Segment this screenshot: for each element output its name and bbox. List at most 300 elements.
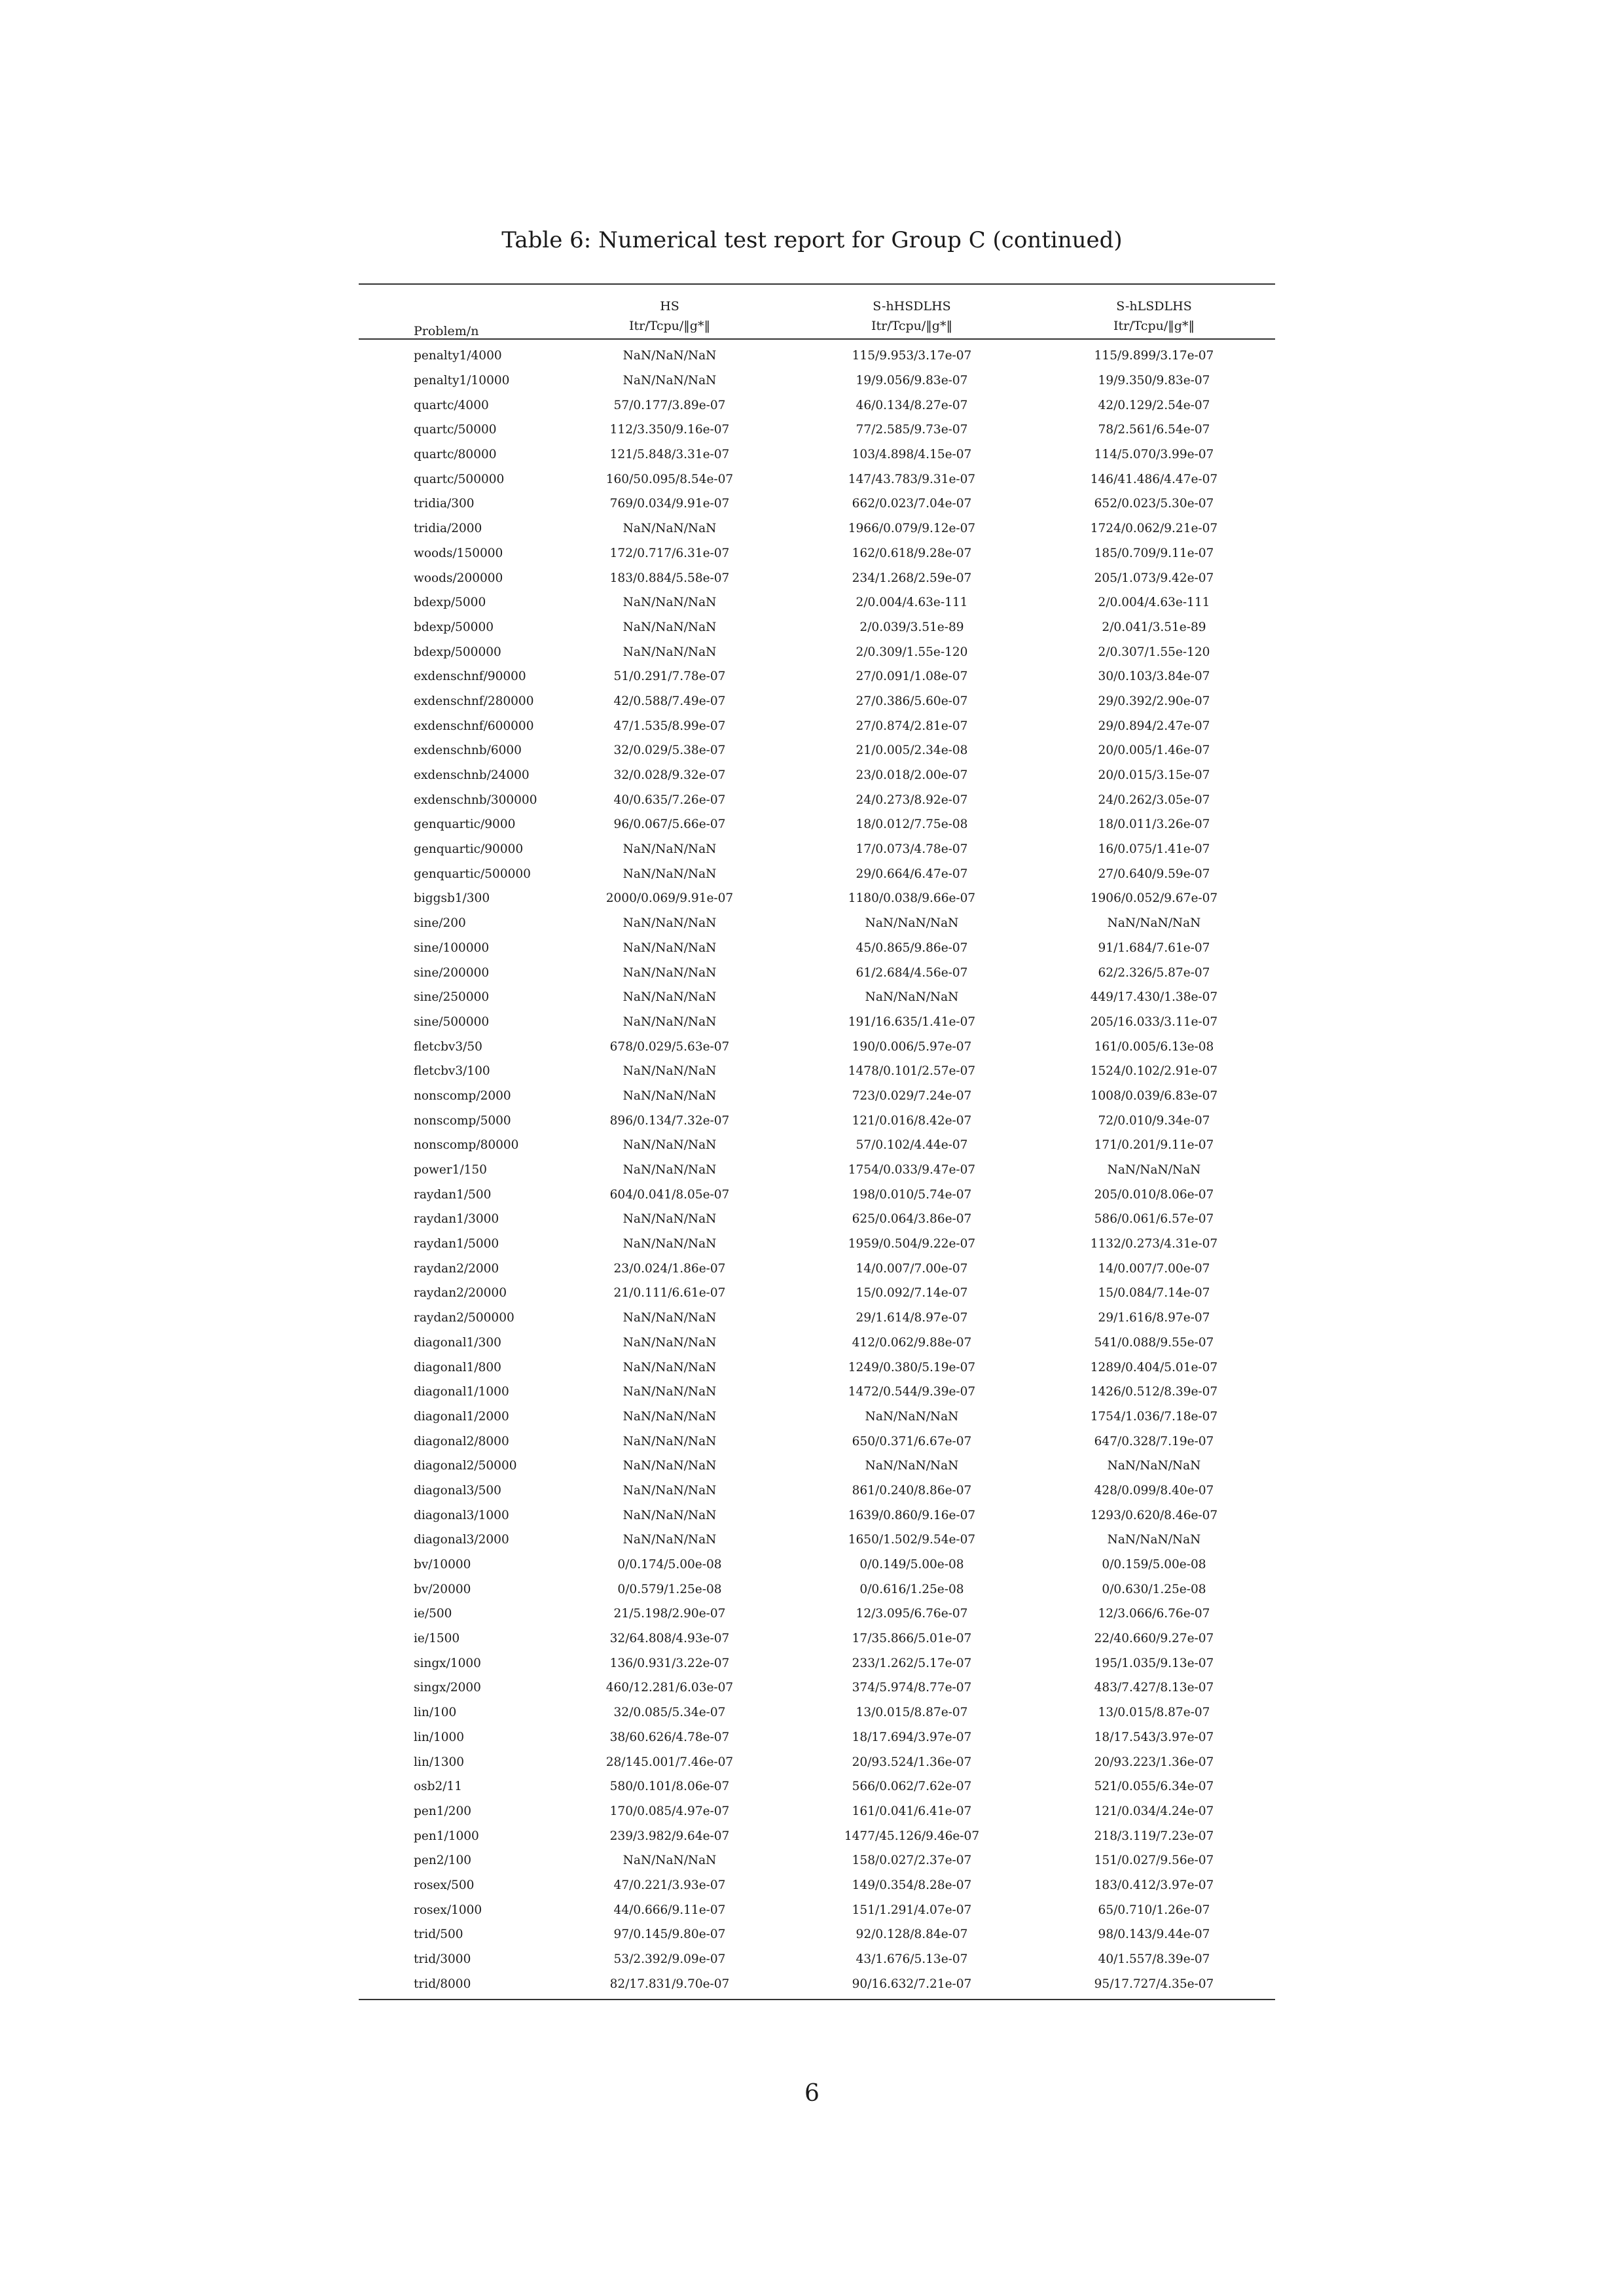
s-hlsdlhs-result-cell: 1906/0.052/9.67e-07	[1090, 891, 1218, 906]
table-row	[359, 1429, 1275, 1454]
problem-cell: penalty1/10000	[414, 374, 510, 388]
hs-result-cell: 28/145.001/7.46e-07	[605, 1755, 734, 1769]
s-hhsdlhs-result-cell: 17/35.866/5.01e-07	[852, 1632, 972, 1646]
hs-result-cell: NaN/NaN/NaN	[623, 1237, 717, 1251]
problem-cell: nonscomp/80000	[414, 1138, 519, 1153]
problem-cell: diagonal2/50000	[414, 1459, 517, 1473]
s-hhsdlhs-result-cell: NaN/NaN/NaN	[865, 916, 959, 931]
problem-cell: raydan1/500	[414, 1187, 492, 1202]
problem-cell: singx/1000	[414, 1656, 481, 1670]
s-hlsdlhs-result-cell: 449/17.430/1.38e-07	[1090, 990, 1218, 1005]
hs-result-cell: 40/0.635/7.26e-07	[613, 793, 726, 807]
metric-header-hs: Itr/Tcpu/‖g*‖	[549, 314, 791, 339]
table-row	[359, 1281, 1275, 1306]
problem-cell: diagonal3/500	[414, 1483, 501, 1498]
problem-cell: trid/500	[414, 1928, 463, 1942]
table-row	[359, 1084, 1275, 1109]
problem-cell: ie/500	[414, 1607, 452, 1621]
table-row	[359, 1108, 1275, 1133]
table-row	[359, 763, 1275, 788]
hs-result-cell: 47/0.221/3.93e-07	[613, 1878, 726, 1892]
problem-cell: rosex/500	[414, 1878, 475, 1892]
table-row	[359, 516, 1275, 541]
problem-cell: pen2/100	[414, 1854, 472, 1868]
s-hlsdlhs-result-cell: 586/0.061/6.57e-07	[1094, 1212, 1214, 1227]
problem-cell: penalty1/4000	[414, 349, 502, 363]
s-hhsdlhs-result-cell: 15/0.092/7.14e-07	[856, 1286, 968, 1300]
table-row	[359, 1256, 1275, 1281]
s-hhsdlhs-result-cell: 233/1.262/5.17e-07	[852, 1656, 972, 1670]
table-row	[359, 418, 1275, 442]
problem-cell: bdexp/5000	[414, 596, 486, 610]
s-hhsdlhs-result-cell: 2/0.039/3.51e-89	[859, 620, 964, 634]
s-hlsdlhs-result-cell: 65/0.710/1.26e-07	[1098, 1903, 1210, 1917]
problem-cell: tridia/2000	[414, 522, 482, 536]
hs-result-cell: 21/5.198/2.90e-07	[613, 1607, 726, 1621]
table-caption: Table 6: Numerical test report for Group C (continued)	[501, 227, 1123, 253]
hs-result-cell: 57/0.177/3.89e-07	[613, 398, 726, 412]
s-hhsdlhs-result-cell: 625/0.064/3.86e-07	[852, 1212, 972, 1227]
table-row	[359, 1651, 1275, 1676]
s-hlsdlhs-result-cell: 27/0.640/9.59e-07	[1098, 867, 1210, 881]
s-hlsdlhs-result-cell: 78/2.561/6.54e-07	[1098, 423, 1210, 437]
results-table	[359, 283, 1275, 2000]
s-hlsdlhs-result-cell: 161/0.005/6.13e-08	[1094, 1039, 1214, 1054]
table-row	[359, 393, 1275, 418]
problem-cell: sine/200	[414, 916, 466, 931]
hs-result-cell: NaN/NaN/NaN	[623, 965, 717, 980]
table-row	[359, 1700, 1275, 1725]
hs-result-cell: 51/0.291/7.78e-07	[613, 670, 726, 684]
s-hlsdlhs-result-cell: 22/40.660/9.27e-07	[1094, 1632, 1214, 1646]
s-hhsdlhs-result-cell: 650/0.371/6.67e-07	[852, 1434, 972, 1448]
table-row	[359, 936, 1275, 961]
s-hhsdlhs-result-cell: 1639/0.860/9.16e-07	[848, 1508, 976, 1522]
s-hlsdlhs-result-cell: 114/5.070/3.99e-07	[1094, 448, 1214, 462]
s-hlsdlhs-result-cell: 91/1.684/7.61e-07	[1098, 941, 1210, 955]
problem-cell: bdexp/500000	[414, 645, 501, 659]
s-hhsdlhs-result-cell: NaN/NaN/NaN	[865, 990, 959, 1005]
s-hlsdlhs-result-cell: 29/0.392/2.90e-07	[1098, 694, 1210, 708]
s-hlsdlhs-result-cell: 115/9.899/3.17e-07	[1094, 349, 1214, 363]
problem-cell: exdenschnf/90000	[414, 670, 526, 684]
problem-column-header: Problem/n	[359, 284, 549, 339]
table-row	[359, 713, 1275, 738]
s-hhsdlhs-result-cell: 161/0.041/6.41e-07	[852, 1804, 972, 1818]
s-hhsdlhs-result-cell: 374/5.974/8.77e-07	[852, 1681, 972, 1695]
s-hhsdlhs-result-cell: 90/16.632/7.21e-07	[791, 1971, 1033, 2000]
problem-cell: nonscomp/5000	[414, 1113, 511, 1128]
s-hhsdlhs-result-cell: 191/16.635/1.41e-07	[848, 1014, 976, 1029]
s-hlsdlhs-result-cell: 18/17.543/3.97e-07	[1094, 1730, 1214, 1744]
s-hhsdlhs-result-cell: 27/0.386/5.60e-07	[856, 694, 968, 708]
s-hhsdlhs-result-cell: 147/43.783/9.31e-07	[848, 472, 976, 486]
hs-result-cell: NaN/NaN/NaN	[623, 1138, 717, 1153]
hs-result-cell: 2000/0.069/9.91e-07	[605, 891, 734, 906]
problem-cell: singx/2000	[414, 1681, 481, 1695]
problem-cell: raydan2/2000	[414, 1261, 499, 1276]
s-hhsdlhs-result-cell: 198/0.010/5.74e-07	[852, 1187, 972, 1202]
s-hhsdlhs-result-cell: 2/0.004/4.63e-111	[856, 596, 968, 610]
hs-result-cell: 53/2.392/9.09e-07	[613, 1952, 726, 1967]
s-hlsdlhs-result-cell: 195/1.035/9.13e-07	[1094, 1656, 1214, 1670]
table-row	[359, 812, 1275, 837]
s-hlsdlhs-result-cell: 1132/0.273/4.31e-07	[1090, 1237, 1218, 1251]
s-hlsdlhs-result-cell: 183/0.412/3.97e-07	[1094, 1878, 1214, 1892]
table-row	[359, 1725, 1275, 1750]
hs-result-cell: 604/0.041/8.05e-07	[609, 1187, 730, 1202]
s-hhsdlhs-result-cell: 158/0.027/2.37e-07	[852, 1854, 972, 1868]
table-row	[359, 1873, 1275, 1898]
problem-cell: nonscomp/2000	[414, 1088, 511, 1103]
s-hlsdlhs-result-cell: 42/0.129/2.54e-07	[1098, 398, 1210, 412]
s-hhsdlhs-result-cell: 61/2.684/4.56e-07	[856, 965, 968, 980]
s-hhsdlhs-result-cell: NaN/NaN/NaN	[865, 1459, 959, 1473]
hs-result-cell: NaN/NaN/NaN	[623, 1508, 717, 1522]
problem-cell: lin/100	[414, 1706, 457, 1720]
s-hlsdlhs-result-cell: 29/1.616/8.97e-07	[1098, 1311, 1210, 1325]
table-row	[359, 664, 1275, 689]
table-row	[359, 985, 1275, 1010]
s-hhsdlhs-result-cell: 1959/0.504/9.22e-07	[848, 1237, 976, 1251]
s-hhsdlhs-result-cell: 19/9.056/9.83e-07	[856, 374, 968, 388]
hs-result-cell: NaN/NaN/NaN	[623, 349, 717, 363]
s-hhsdlhs-result-cell: 2/0.309/1.55e-120	[856, 645, 968, 659]
problem-cell: bdexp/50000	[414, 620, 494, 634]
problem-cell: sine/100000	[414, 941, 490, 955]
table-row	[359, 1306, 1275, 1331]
s-hhsdlhs-result-cell: 566/0.062/7.62e-07	[852, 1780, 972, 1794]
hs-result-cell: NaN/NaN/NaN	[623, 941, 717, 955]
s-hhsdlhs-result-cell: 1478/0.101/2.57e-07	[848, 1064, 976, 1079]
problem-cell: trid/8000	[359, 1971, 549, 2000]
s-hlsdlhs-result-cell: 1754/1.036/7.18e-07	[1090, 1409, 1218, 1424]
problem-cell: rosex/1000	[414, 1903, 482, 1917]
hs-result-cell: 0/0.579/1.25e-08	[617, 1582, 722, 1596]
s-hlsdlhs-result-cell: 205/1.073/9.42e-07	[1094, 571, 1214, 585]
hs-result-cell: 172/0.717/6.31e-07	[609, 546, 730, 560]
hs-result-cell: 44/0.666/9.11e-07	[613, 1903, 726, 1917]
hs-result-cell: NaN/NaN/NaN	[623, 1854, 717, 1868]
problem-cell: quartc/4000	[414, 398, 489, 412]
s-hlsdlhs-result-cell: NaN/NaN/NaN	[1107, 1533, 1201, 1547]
hs-result-cell: 460/12.281/6.03e-07	[605, 1681, 734, 1695]
s-hlsdlhs-result-cell: 20/93.223/1.36e-07	[1094, 1755, 1214, 1769]
hs-result-cell: NaN/NaN/NaN	[623, 867, 717, 881]
s-hlsdlhs-result-cell: 185/0.709/9.11e-07	[1094, 546, 1214, 560]
hs-result-cell: NaN/NaN/NaN	[623, 842, 717, 857]
s-hhsdlhs-result-cell: 23/0.018/2.00e-07	[856, 768, 968, 783]
problem-cell: sine/250000	[414, 990, 490, 1005]
problem-cell: raydan1/3000	[414, 1212, 499, 1227]
problem-cell: lin/1300	[414, 1755, 465, 1769]
s-hlsdlhs-result-cell: 2/0.041/3.51e-89	[1102, 620, 1206, 634]
problem-cell: bv/20000	[414, 1582, 471, 1596]
s-hhsdlhs-result-cell: 18/0.012/7.75e-08	[856, 817, 968, 832]
table-row	[359, 339, 1275, 368]
table-row	[359, 467, 1275, 492]
s-hlsdlhs-result-cell: 1008/0.039/6.83e-07	[1090, 1088, 1218, 1103]
hs-result-cell: 896/0.134/7.32e-07	[609, 1113, 730, 1128]
s-hhsdlhs-result-cell: 151/1.291/4.07e-07	[852, 1903, 972, 1917]
table-row	[359, 738, 1275, 763]
s-hlsdlhs-result-cell: 15/0.084/7.14e-07	[1098, 1286, 1210, 1300]
problem-cell: diagonal1/800	[414, 1360, 501, 1374]
problem-cell: pen1/200	[414, 1804, 472, 1818]
s-hhsdlhs-result-cell: 662/0.023/7.04e-07	[852, 497, 972, 511]
s-hhsdlhs-result-cell: 20/93.524/1.36e-07	[852, 1755, 972, 1769]
hs-result-cell: NaN/NaN/NaN	[623, 1163, 717, 1177]
s-hlsdlhs-result-cell: 2/0.004/4.63e-111	[1098, 596, 1210, 610]
table-row	[359, 1380, 1275, 1405]
method-header-s-hhsdlhs: S-hHSDLHS	[791, 284, 1033, 314]
s-hhsdlhs-result-cell: 115/9.953/3.17e-07	[852, 349, 972, 363]
hs-result-cell: NaN/NaN/NaN	[623, 645, 717, 659]
hs-result-cell: 38/60.626/4.78e-07	[609, 1730, 730, 1744]
problem-cell: woods/150000	[414, 546, 503, 560]
s-hhsdlhs-result-cell: 149/0.354/8.28e-07	[852, 1878, 972, 1892]
s-hhsdlhs-result-cell: 162/0.618/9.28e-07	[852, 546, 972, 560]
problem-cell: trid/3000	[414, 1952, 471, 1967]
hs-result-cell: 96/0.067/5.66e-07	[613, 817, 726, 832]
s-hlsdlhs-result-cell: 521/0.055/6.34e-07	[1094, 1780, 1214, 1794]
table-row	[359, 1034, 1275, 1059]
problem-cell: exdenschnb/24000	[414, 768, 530, 783]
table-row	[359, 911, 1275, 936]
s-hlsdlhs-result-cell: 14/0.007/7.00e-07	[1098, 1261, 1210, 1276]
hs-result-cell: NaN/NaN/NaN	[623, 1434, 717, 1448]
s-hlsdlhs-result-cell: 20/0.005/1.46e-07	[1098, 744, 1210, 758]
hs-result-cell: 170/0.085/4.97e-07	[609, 1804, 730, 1818]
s-hlsdlhs-result-cell: 19/9.350/9.83e-07	[1098, 374, 1210, 388]
hs-result-cell: 0/0.174/5.00e-08	[617, 1558, 722, 1572]
s-hlsdlhs-result-cell: 205/16.033/3.11e-07	[1090, 1014, 1218, 1029]
s-hhsdlhs-result-cell: 1472/0.544/9.39e-07	[848, 1385, 976, 1399]
table-row	[359, 1823, 1275, 1848]
table-row	[359, 590, 1275, 615]
s-hlsdlhs-result-cell: 95/17.727/4.35e-07	[1033, 1971, 1275, 2000]
s-hlsdlhs-result-cell: 1426/0.512/8.39e-07	[1090, 1385, 1218, 1399]
problem-cell: fletcbv3/100	[414, 1064, 490, 1079]
problem-cell: exdenschnf/600000	[414, 719, 534, 733]
s-hlsdlhs-result-cell: 171/0.201/9.11e-07	[1094, 1138, 1214, 1153]
s-hhsdlhs-result-cell: 861/0.240/8.86e-07	[852, 1483, 972, 1498]
problem-cell: diagonal1/2000	[414, 1409, 509, 1424]
hs-result-cell: NaN/NaN/NaN	[623, 1459, 717, 1473]
table-row	[359, 1897, 1275, 1922]
problem-cell: sine/500000	[414, 1014, 490, 1029]
problem-cell: genquartic/500000	[414, 867, 531, 881]
problem-cell: raydan1/5000	[414, 1237, 499, 1251]
metric-header-s-hhsdlhs: Itr/Tcpu/‖g*‖	[791, 314, 1033, 339]
hs-result-cell: 121/5.848/3.31e-07	[609, 448, 730, 462]
hs-result-cell: NaN/NaN/NaN	[623, 1335, 717, 1350]
problem-cell: exdenschnb/300000	[414, 793, 537, 807]
s-hhsdlhs-result-cell: 24/0.273/8.92e-07	[856, 793, 968, 807]
table-row	[359, 615, 1275, 640]
table-row	[359, 1207, 1275, 1232]
table-row	[359, 1626, 1275, 1651]
problem-cell: sine/200000	[414, 965, 490, 980]
s-hlsdlhs-result-cell: 146/41.486/4.47e-07	[1090, 472, 1218, 486]
table-body	[359, 339, 1275, 2000]
hs-result-cell: 47/1.535/8.99e-07	[613, 719, 726, 733]
s-hlsdlhs-result-cell: 16/0.075/1.41e-07	[1098, 842, 1210, 857]
s-hlsdlhs-result-cell: 62/2.326/5.87e-07	[1098, 965, 1210, 980]
hs-result-cell: 160/50.095/8.54e-07	[605, 472, 734, 486]
table-row	[359, 1799, 1275, 1824]
table-row	[359, 861, 1275, 886]
s-hhsdlhs-result-cell: 234/1.268/2.59e-07	[852, 571, 972, 585]
s-hlsdlhs-result-cell: 0/0.630/1.25e-08	[1102, 1582, 1206, 1596]
s-hhsdlhs-result-cell: 18/17.694/3.97e-07	[852, 1730, 972, 1744]
table-row	[359, 1503, 1275, 1528]
problem-cell: genquartic/90000	[414, 842, 524, 857]
s-hhsdlhs-result-cell: 0/0.616/1.25e-08	[859, 1582, 964, 1596]
table-row	[359, 1454, 1275, 1479]
table-row	[359, 1947, 1275, 1972]
hs-result-cell: NaN/NaN/NaN	[623, 1014, 717, 1029]
hs-result-cell: 678/0.029/5.63e-07	[609, 1039, 730, 1054]
s-hlsdlhs-result-cell: 13/0.015/8.87e-07	[1098, 1706, 1210, 1720]
table-row	[359, 787, 1275, 812]
s-hlsdlhs-result-cell: 1524/0.102/2.91e-07	[1090, 1064, 1218, 1079]
s-hhsdlhs-result-cell: 29/0.664/6.47e-07	[856, 867, 968, 881]
hs-result-cell: NaN/NaN/NaN	[623, 1483, 717, 1498]
s-hlsdlhs-result-cell: 24/0.262/3.05e-07	[1098, 793, 1210, 807]
table-row	[359, 1922, 1275, 1947]
s-hlsdlhs-result-cell: 29/0.894/2.47e-07	[1098, 719, 1210, 733]
hs-result-cell: 136/0.931/3.22e-07	[609, 1656, 730, 1670]
table-header	[359, 284, 1275, 339]
s-hlsdlhs-result-cell: 541/0.088/9.55e-07	[1094, 1335, 1214, 1350]
table-row	[359, 492, 1275, 516]
s-hhsdlhs-result-cell: 45/0.865/9.86e-07	[856, 941, 968, 955]
s-hlsdlhs-result-cell: 205/0.010/8.06e-07	[1094, 1187, 1214, 1202]
table-row	[359, 1010, 1275, 1035]
problem-cell: diagonal3/1000	[414, 1508, 509, 1522]
hs-result-cell: 82/17.831/9.70e-07	[549, 1971, 791, 2000]
s-hlsdlhs-result-cell: 1293/0.620/8.46e-07	[1090, 1508, 1218, 1522]
s-hhsdlhs-result-cell: 13/0.015/8.87e-07	[856, 1706, 968, 1720]
hs-result-cell: 32/0.085/5.34e-07	[613, 1706, 726, 1720]
problem-cell: raydan2/500000	[414, 1311, 514, 1325]
table-row	[359, 886, 1275, 911]
table-row	[359, 1059, 1275, 1084]
s-hlsdlhs-result-cell: 483/7.427/8.13e-07	[1094, 1681, 1214, 1695]
table-row	[359, 1552, 1275, 1577]
problem-cell: biggsb1/300	[414, 891, 490, 906]
s-hlsdlhs-result-cell: 98/0.143/9.44e-07	[1098, 1928, 1210, 1942]
table-row	[359, 1848, 1275, 1873]
s-hhsdlhs-result-cell: 412/0.062/9.88e-07	[852, 1335, 972, 1350]
table-row	[359, 1528, 1275, 1552]
problem-cell: genquartic/9000	[414, 817, 516, 832]
table-row	[359, 837, 1275, 862]
s-hlsdlhs-result-cell: 428/0.099/8.40e-07	[1094, 1483, 1214, 1498]
s-hlsdlhs-result-cell: 218/3.119/7.23e-07	[1094, 1829, 1214, 1843]
hs-result-cell: NaN/NaN/NaN	[623, 1533, 717, 1547]
problem-cell: diagonal1/1000	[414, 1385, 509, 1399]
table-row	[359, 565, 1275, 590]
s-hlsdlhs-result-cell: 1724/0.062/9.21e-07	[1090, 522, 1218, 536]
problem-cell: quartc/80000	[414, 448, 497, 462]
hs-result-cell: NaN/NaN/NaN	[623, 1360, 717, 1374]
problem-cell: diagonal3/2000	[414, 1533, 509, 1547]
method-header-hs: HS	[549, 284, 791, 314]
hs-result-cell: NaN/NaN/NaN	[623, 596, 717, 610]
s-hlsdlhs-result-cell: 1289/0.404/5.01e-07	[1090, 1360, 1218, 1374]
problem-cell: diagonal1/300	[414, 1335, 501, 1350]
s-hlsdlhs-result-cell: 40/1.557/8.39e-07	[1098, 1952, 1210, 1967]
s-hlsdlhs-result-cell: 121/0.034/4.24e-07	[1094, 1804, 1214, 1818]
s-hhsdlhs-result-cell: 1180/0.038/9.66e-07	[848, 891, 976, 906]
s-hlsdlhs-result-cell: 72/0.010/9.34e-07	[1098, 1113, 1210, 1128]
hs-result-cell: NaN/NaN/NaN	[623, 1385, 717, 1399]
hs-result-cell: 42/0.588/7.49e-07	[613, 694, 726, 708]
hs-result-cell: NaN/NaN/NaN	[623, 1212, 717, 1227]
problem-cell: ie/1500	[414, 1632, 460, 1646]
table-row	[359, 1133, 1275, 1158]
problem-cell: pen1/1000	[414, 1829, 479, 1843]
table-row	[359, 1182, 1275, 1207]
problem-cell: osb2/11	[414, 1780, 463, 1794]
s-hhsdlhs-result-cell: 1754/0.033/9.47e-07	[848, 1163, 976, 1177]
problem-cell: bv/10000	[414, 1558, 471, 1572]
s-hlsdlhs-result-cell: 12/3.066/6.76e-07	[1098, 1607, 1210, 1621]
hs-result-cell: NaN/NaN/NaN	[623, 1311, 717, 1325]
s-hhsdlhs-result-cell: 27/0.091/1.08e-07	[856, 670, 968, 684]
hs-result-cell: 32/64.808/4.93e-07	[609, 1632, 730, 1646]
hs-result-cell: NaN/NaN/NaN	[623, 1088, 717, 1103]
s-hlsdlhs-result-cell: 0/0.159/5.00e-08	[1102, 1558, 1206, 1572]
s-hlsdlhs-result-cell: 20/0.015/3.15e-07	[1098, 768, 1210, 783]
hs-result-cell: 32/0.029/5.38e-07	[613, 744, 726, 758]
s-hlsdlhs-result-cell: NaN/NaN/NaN	[1107, 1459, 1201, 1473]
s-hhsdlhs-result-cell: 1477/45.126/9.46e-07	[844, 1829, 980, 1843]
s-hhsdlhs-result-cell: 46/0.134/8.27e-07	[856, 398, 968, 412]
table-row	[359, 1774, 1275, 1799]
s-hhsdlhs-result-cell: 121/0.016/8.42e-07	[852, 1113, 972, 1128]
s-hhsdlhs-result-cell: 190/0.006/5.97e-07	[852, 1039, 972, 1054]
problem-cell: exdenschnf/280000	[414, 694, 534, 708]
table-row	[359, 1158, 1275, 1183]
table-row	[359, 1577, 1275, 1602]
hs-result-cell: 23/0.024/1.86e-07	[613, 1261, 726, 1276]
hs-result-cell: 32/0.028/9.32e-07	[613, 768, 726, 783]
problem-cell: raydan2/20000	[414, 1286, 507, 1300]
s-hhsdlhs-result-cell: 12/3.095/6.76e-07	[856, 1607, 968, 1621]
problem-cell: diagonal2/8000	[414, 1434, 509, 1448]
hs-result-cell: 21/0.111/6.61e-07	[613, 1286, 726, 1300]
s-hlsdlhs-result-cell: 151/0.027/9.56e-07	[1094, 1854, 1214, 1868]
s-hhsdlhs-result-cell: 17/0.073/4.78e-07	[856, 842, 968, 857]
s-hhsdlhs-result-cell: 14/0.007/7.00e-07	[856, 1261, 968, 1276]
hs-result-cell: 239/3.982/9.64e-07	[609, 1829, 730, 1843]
s-hhsdlhs-result-cell: 1249/0.380/5.19e-07	[848, 1360, 976, 1374]
s-hhsdlhs-result-cell: 103/4.898/4.15e-07	[852, 448, 972, 462]
s-hlsdlhs-result-cell: 18/0.011/3.26e-07	[1098, 817, 1210, 832]
s-hlsdlhs-result-cell: 30/0.103/3.84e-07	[1098, 670, 1210, 684]
problem-cell: woods/200000	[414, 571, 503, 585]
table-row	[359, 960, 1275, 985]
table-row	[359, 1355, 1275, 1380]
problem-cell: quartc/500000	[414, 472, 505, 486]
hs-result-cell: 580/0.101/8.06e-07	[609, 1780, 730, 1794]
hs-result-cell: 769/0.034/9.91e-07	[609, 497, 730, 511]
hs-result-cell: 97/0.145/9.80e-07	[613, 1928, 726, 1942]
s-hhsdlhs-result-cell: 1650/1.502/9.54e-07	[848, 1533, 976, 1547]
